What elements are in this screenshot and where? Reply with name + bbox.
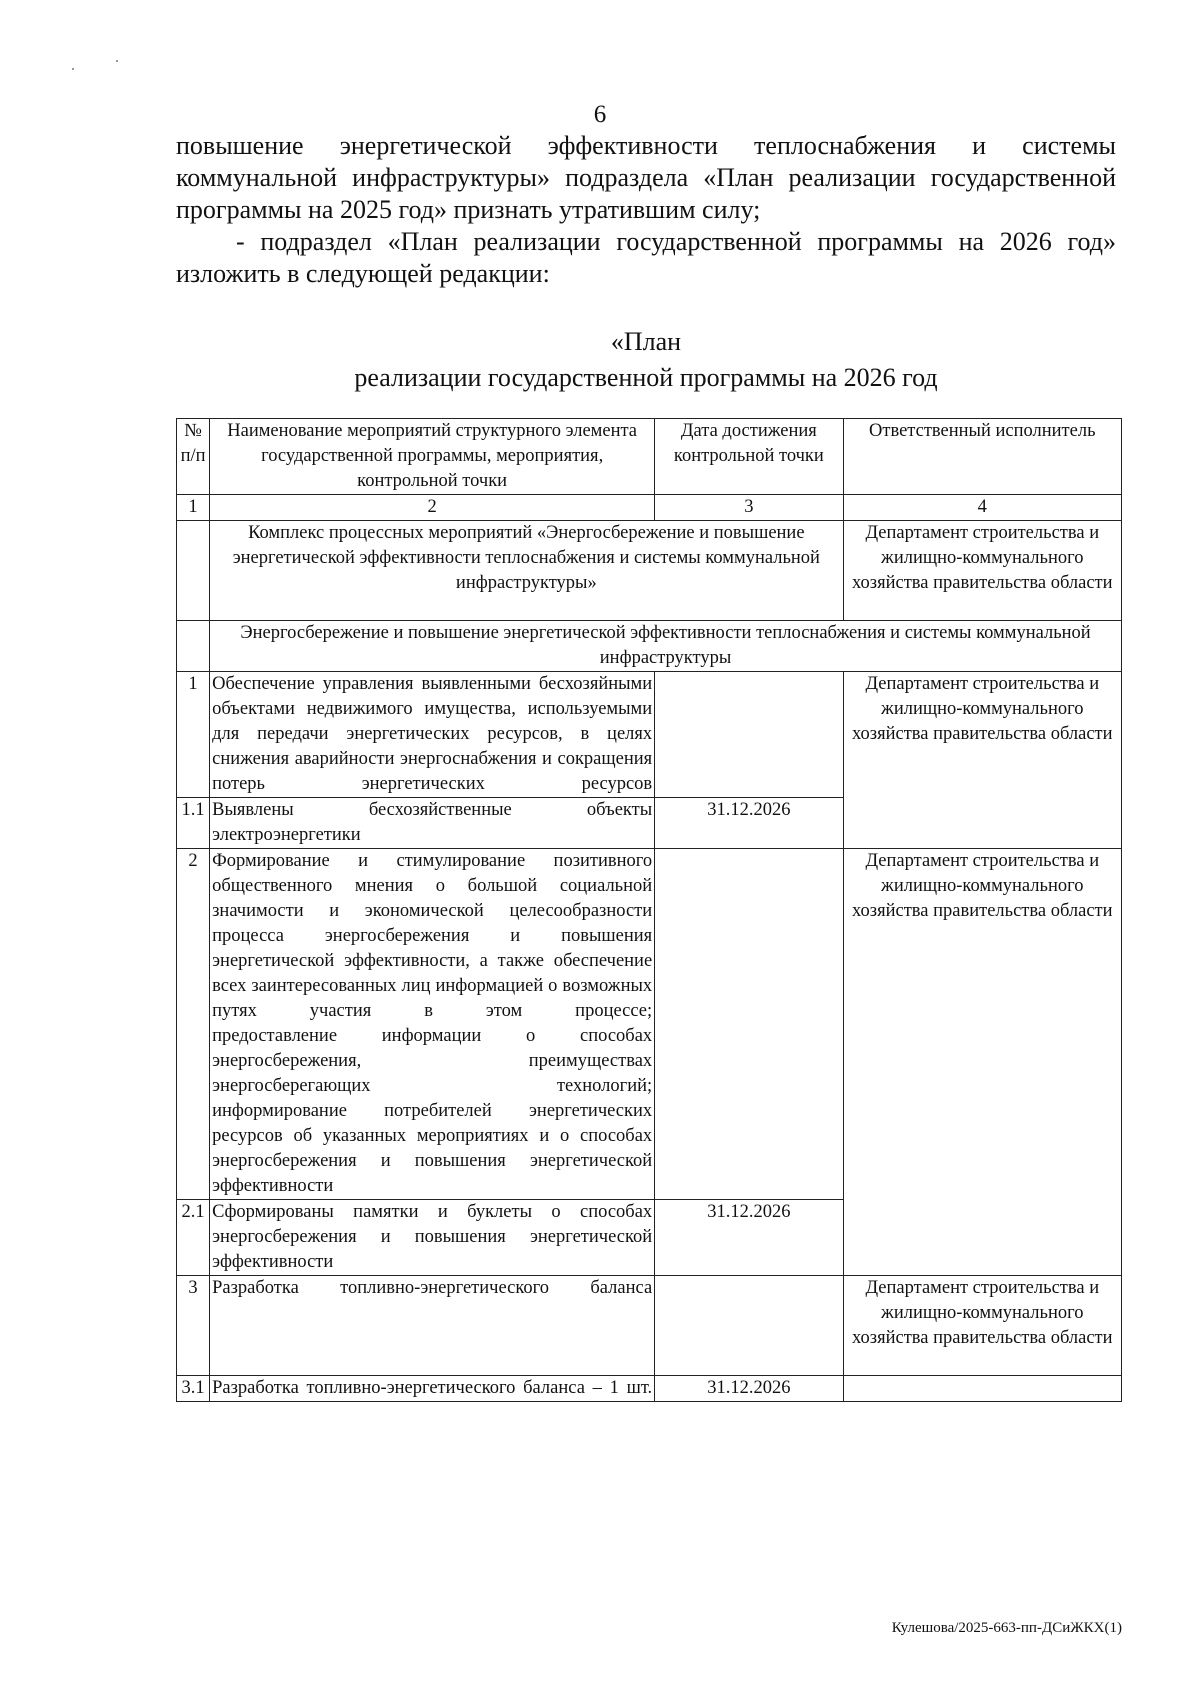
header-date: Дата достижения контрольной точки: [655, 419, 843, 495]
row-executor: Департамент строительства и жилищно-коммунального хозяйства правительства области: [843, 1276, 1121, 1376]
row-number: 2: [177, 849, 210, 1200]
row-name: Разработка топливно-энергетического баланса – 1 шт.: [210, 1376, 655, 1402]
document-reference-footer: Кулешова/2025-663-пп-ДСиЖКХ(1): [891, 1620, 1122, 1636]
row-executor: [843, 1376, 1121, 1402]
col-number: 1: [177, 495, 210, 521]
table-row: [177, 672, 1122, 798]
complex-executor: Департамент строительства и жилищно-коммунального хозяйства правительства области: [843, 521, 1121, 621]
section-row: [177, 621, 1122, 672]
row-date: 31.12.2026: [655, 798, 843, 849]
scan-speck: [72, 68, 74, 70]
row-name: Выявлены бесхозяйственные объекты электроэнергетики: [210, 798, 655, 849]
column-numbers-row: [177, 495, 1122, 521]
empty-cell: [177, 521, 210, 621]
header-name: Наименование мероприятий структурного элемента государственной программы, мероприятия, контрольной точки: [210, 419, 655, 495]
scan-speck: [116, 60, 118, 62]
row-number: 1.1: [177, 798, 210, 849]
row-date: [655, 849, 843, 1200]
row-name: Обеспечение управления выявленными бесхозяйными объектами недвижимого имущества, используемыми для передачи энергетических ресурсов, в целях снижения аварийности энергоснабжения и сокращения потерь энергетических ресурсов: [210, 672, 655, 798]
plan-table: [176, 418, 1122, 1402]
plan-title-line-1: «План: [610, 327, 682, 356]
row-executor: Департамент строительства и жилищно-коммунального хозяйства правительства области: [843, 849, 1121, 1276]
table-row: [177, 1276, 1122, 1376]
table-row: [177, 1376, 1122, 1402]
intro-text: [176, 130, 1116, 290]
table-row: [177, 849, 1122, 1200]
row-date: 31.12.2026: [655, 1200, 843, 1276]
row-date: [655, 672, 843, 798]
row-name-part-1: Формирование и стимулирование позитивного общественного мнения о большой социальной значимости и экономической целесообразности процесса энергосбережения и повышения энергетической эффективности, а также обеспечение всех заинтересованных лиц информацией о возможных путях участия в этом процессе;: [212, 851, 653, 1021]
row-number: 3: [177, 1276, 210, 1376]
empty-cell: [177, 621, 210, 672]
row-number: 1: [177, 672, 210, 798]
row-executor: Департамент строительства и жилищно-коммунального хозяйства правительства области: [843, 672, 1121, 849]
complex-name: Комплекс процессных мероприятий «Энергосбережение и повышение энергетической эффективности теплоснабжения и системы коммунальной инфраструктуры»: [210, 521, 843, 621]
row-name: Разработка топливно-энергетического баланса: [210, 1276, 655, 1376]
intro-paragraph-2: - подраздел «План реализации государственной программы на 2026 год» изложить в следующей редакции:: [176, 227, 1116, 288]
row-number: 3.1: [177, 1376, 210, 1402]
plan-title: [176, 324, 1116, 396]
row-name-part-3: информирование потребителей энергетических ресурсов об указанных мероприятиях и о способах энергосбережения и повышения энергетической эффективности: [212, 1101, 653, 1196]
col-number: 3: [655, 495, 843, 521]
col-number: 2: [210, 495, 655, 521]
table-header-row: [177, 419, 1122, 495]
complex-row: [177, 521, 1122, 621]
row-number: 2.1: [177, 1200, 210, 1276]
row-name-part-2: предоставление информации о способах энергосбережения, преимуществах энергосберегающих технологий;: [212, 1026, 653, 1096]
intro-paragraph-1: повышение энергетической эффективности теплоснабжения и системы коммунальной инфраструктуры» подраздела «План реализации государственной программы на 2025 год» признать утратившим силу;: [176, 131, 1116, 224]
row-name: Сформированы памятки и буклеты о способах энергосбережения и повышения энергетической эффективности: [210, 1200, 655, 1276]
plan-title-line-2: реализации государственной программы на 2026 год: [354, 363, 938, 392]
row-date: 31.12.2026: [655, 1376, 843, 1402]
row-date: [655, 1276, 843, 1376]
col-number: 4: [843, 495, 1121, 521]
header-num: № п/п: [177, 419, 210, 495]
header-executor: Ответственный исполнитель: [843, 419, 1121, 495]
row-name: [210, 849, 655, 1200]
section-title: Энергосбережение и повышение энергетической эффективности теплоснабжения и системы коммунальной инфраструктуры: [210, 621, 1122, 672]
page-number: 6: [593, 101, 607, 128]
